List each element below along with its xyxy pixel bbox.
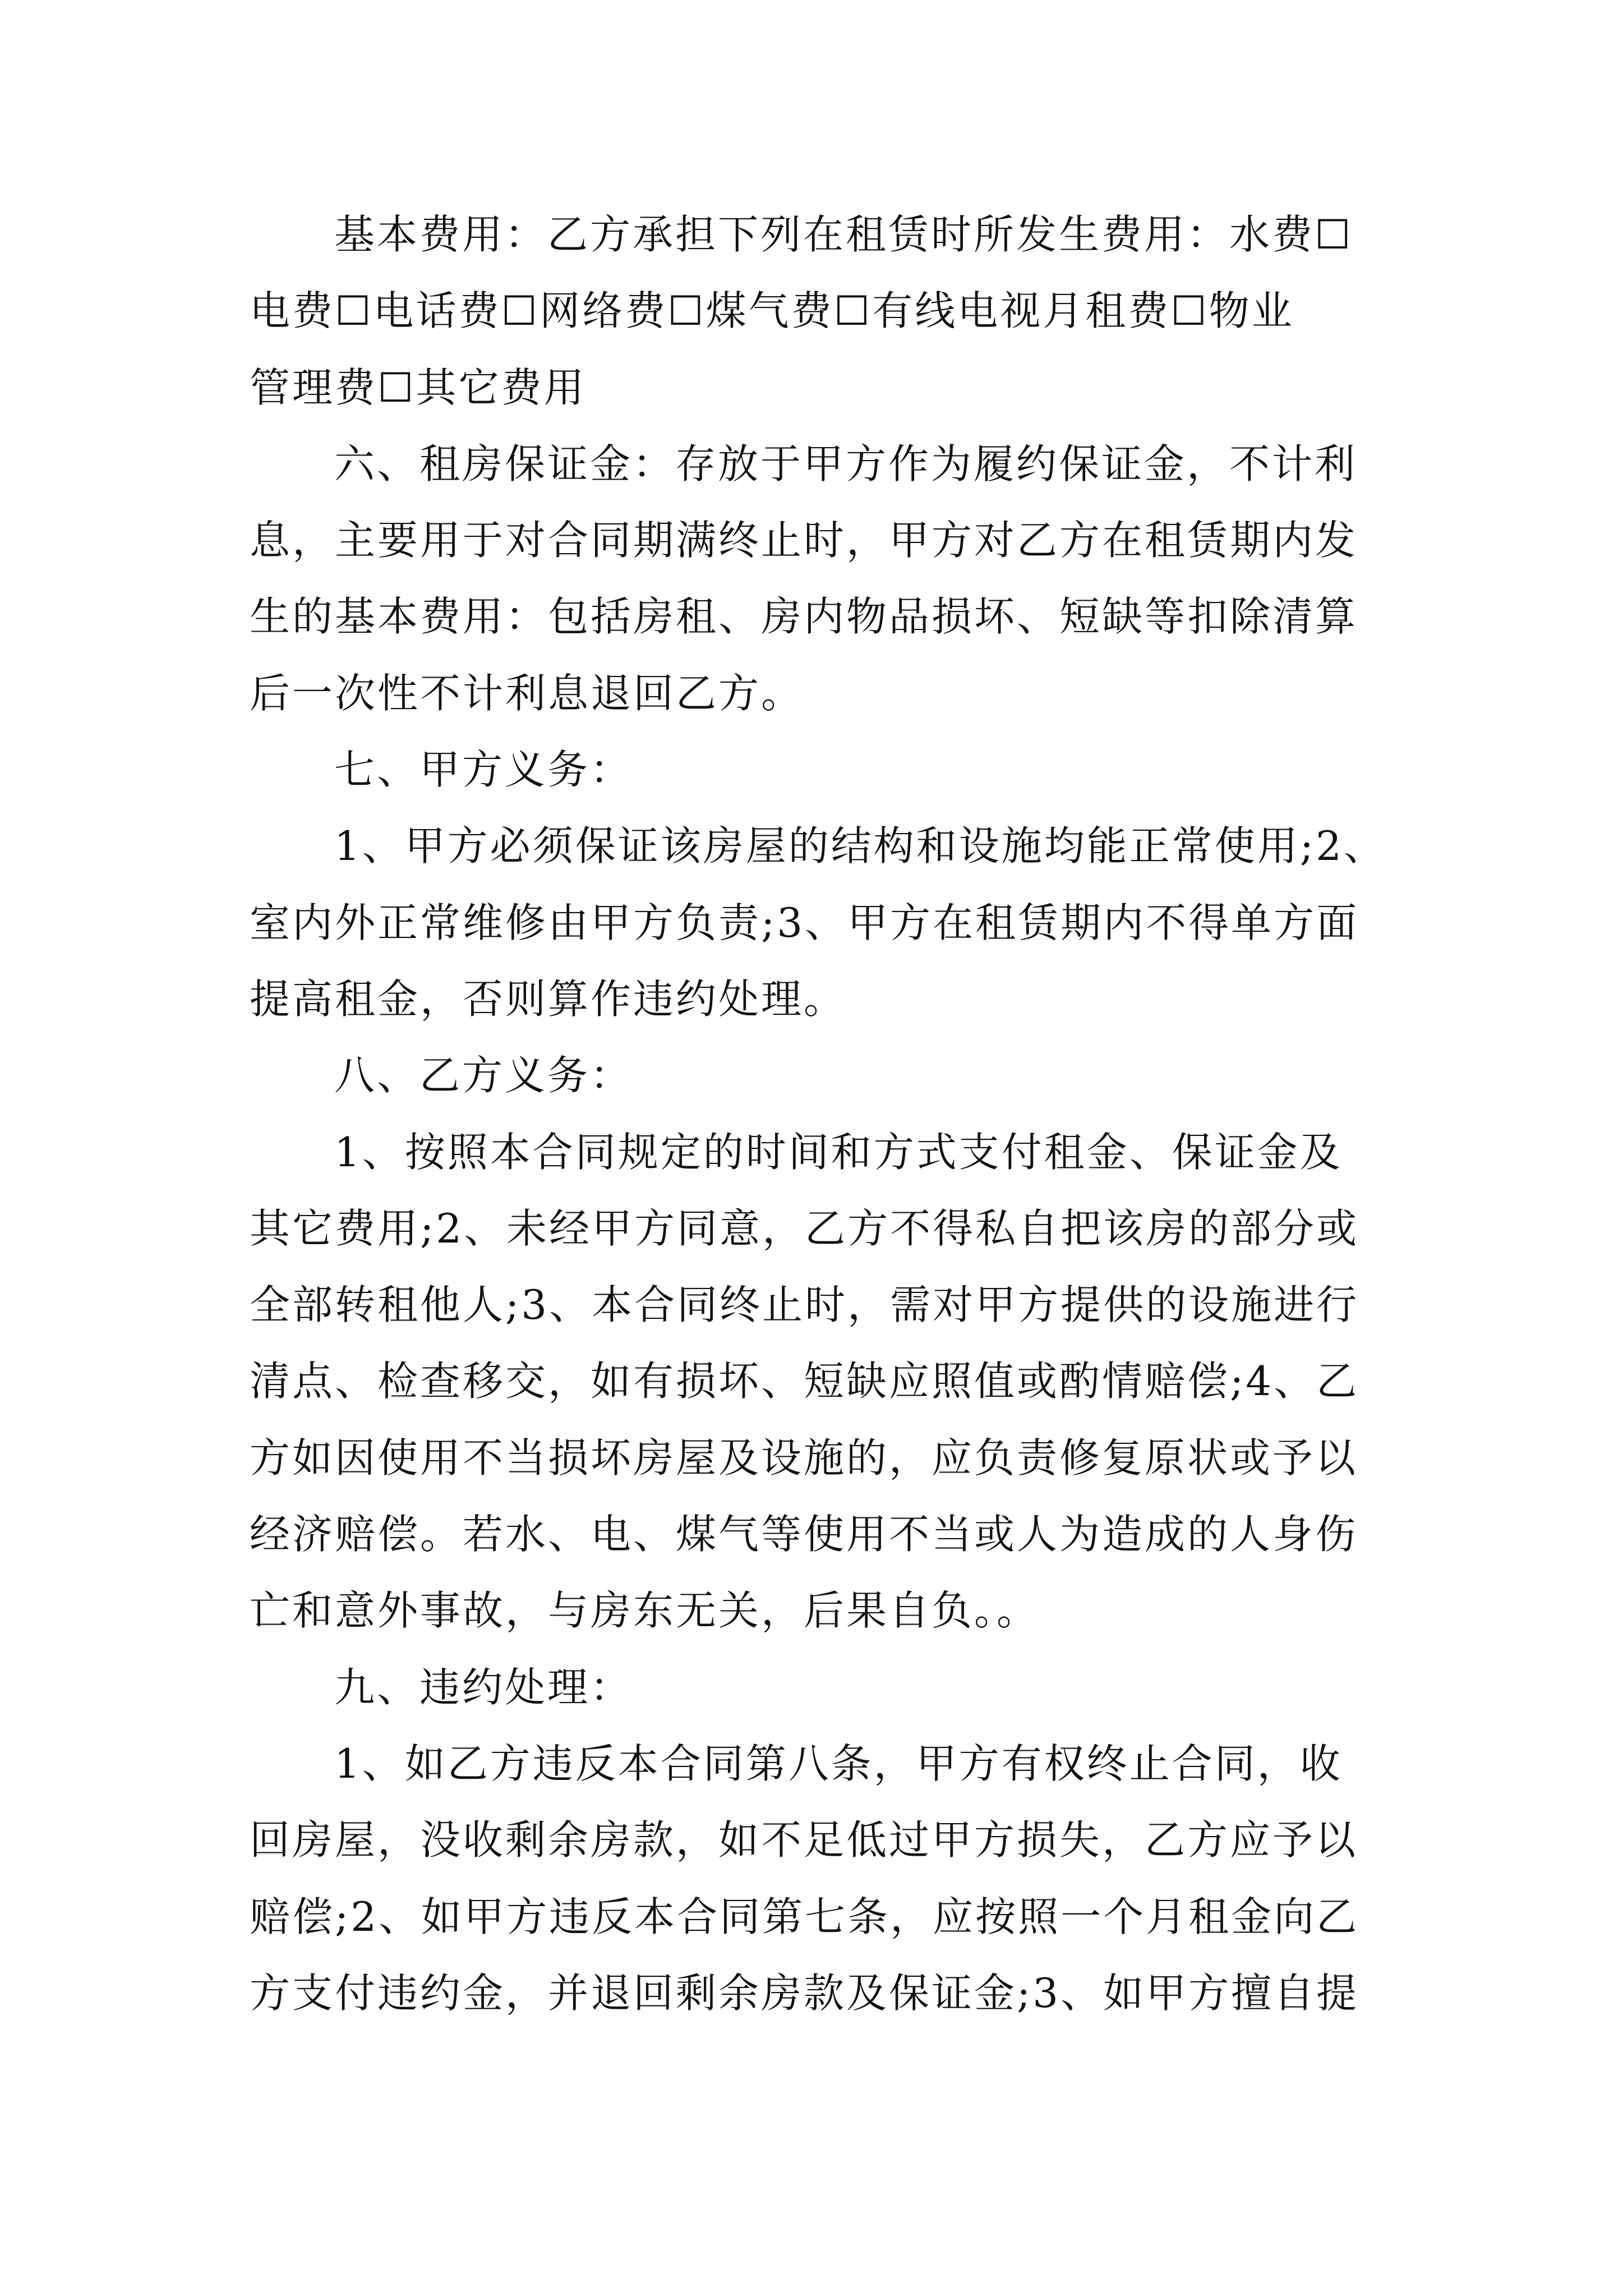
section-heading: 七、甲方义务： <box>334 746 633 794</box>
paragraph-line: 赔偿;2、如甲方违反本合同第七条，应按照一个月租金向乙 <box>250 1893 1359 1940</box>
paragraph-line: 经济赔偿。若水、电、煤气等使用不当或人为造成的人身伤 <box>250 1511 1358 1558</box>
paragraph-line: 其它费用;2、未经甲方同意，乙方不得私自把该房的部分或 <box>250 1204 1359 1252</box>
paragraph-line: 全部转租他人;3、本合同终止时，需对甲方提供的设施进行 <box>250 1281 1359 1329</box>
document-body <box>250 196 1388 2031</box>
paragraph-line: 清点、检查移交，如有损坏、短缺应照值或酌情赔偿;4、乙 <box>250 1358 1359 1405</box>
section-heading: 八、乙方义务： <box>334 1052 633 1099</box>
paragraph-line: 六、租房保证金：存放于甲方作为履约保证金，不计利 <box>334 440 1358 487</box>
paragraph-line: 电费☐电话费☐网络费☐煤气费☐有线电视月租费☐物业 <box>250 287 1294 335</box>
paragraph-line: 后一次性不计利息退回乙方。 <box>250 669 804 717</box>
paragraph-line: 生的基本费用：包括房租、房内物品损坏、短缺等扣除清算 <box>250 593 1358 641</box>
paragraph-line: 回房屋，没收剩余房款，如不足低过甲方损失，乙方应予以 <box>250 1816 1358 1864</box>
paragraph-line: 管理费☐其它费用 <box>250 364 587 411</box>
paragraph-line: 1、如乙方违反本合同第八条，甲方有权终止合同，收 <box>334 1740 1343 1787</box>
paragraph-line: 1、按照本合同规定的时间和方式支付租金、保证金及 <box>334 1128 1343 1176</box>
paragraph-line: 提高租金，否则算作违约处理。 <box>250 975 847 1023</box>
paragraph-line: 方如因使用不当损坏房屋及设施的，应负责修复原状或予以 <box>250 1434 1358 1481</box>
paragraph-line: 室内外正常维修由甲方负责;3、甲方在租赁期内不得单方面 <box>250 899 1359 946</box>
section-heading: 九、违约处理： <box>334 1663 633 1711</box>
paragraph-line: 1、甲方必须保证该房屋的结构和设施均能正常使用;2、 <box>334 822 1386 870</box>
paragraph-line: 息，主要用于对合同期满终止时，甲方对乙方在租赁期内发 <box>250 517 1358 564</box>
paragraph-line: 方支付违约金，并退回剩余房款及保证金;3、如甲方擅自提 <box>250 1969 1359 2017</box>
paragraph-line: 基本费用：乙方承担下列在租赁时所发生费用：水费☐ <box>334 211 1353 258</box>
paragraph-line: 亡和意外事故，与房东无关，后果自负。。 <box>250 1587 1040 1635</box>
